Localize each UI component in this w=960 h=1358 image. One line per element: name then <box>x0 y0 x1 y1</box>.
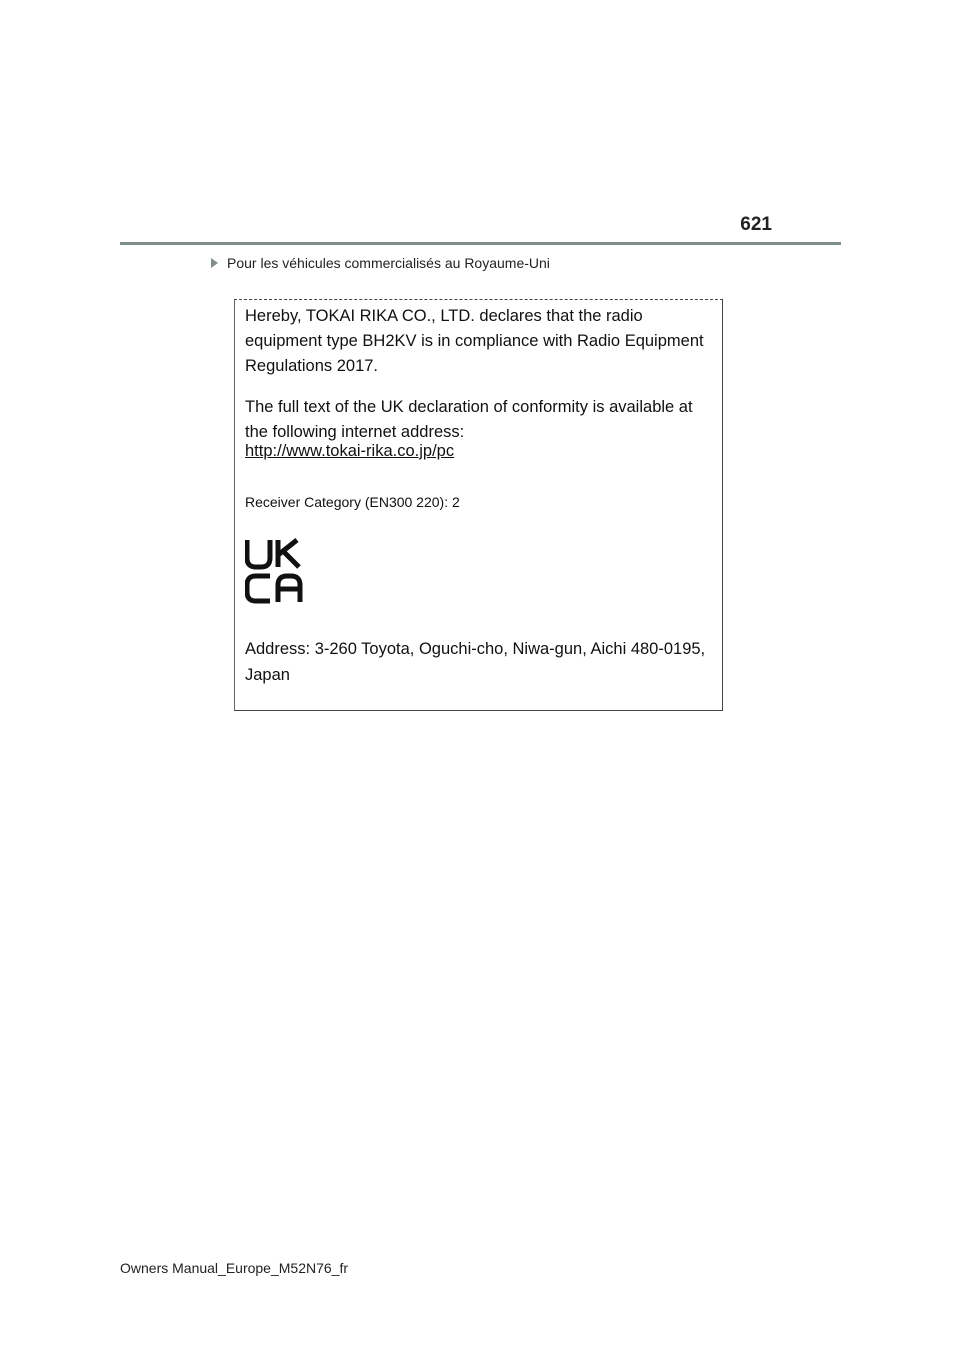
section-heading <box>211 255 550 271</box>
declaration-paragraph-2: The full text of the UK declaration of conformity is available at the following internet address: <box>245 398 693 441</box>
declaration-paragraph-1: Hereby, TOKAI RIKA CO., LTD. declares that the radio equipment type BH2KV is in compliance with Radio Equipment Regulations 2017. <box>245 307 704 375</box>
ukca-mark-icon <box>245 538 303 604</box>
header-rule <box>120 242 841 245</box>
footer-text: Owners Manual_Europe_M52N76_fr <box>120 1260 349 1276</box>
declaration-box <box>234 299 723 711</box>
receiver-category: Receiver Category (EN300 220): 2 <box>245 494 460 510</box>
triangle-bullet-icon <box>211 258 218 268</box>
declaration-url-link[interactable]: http://www.tokai-rika.co.jp/pc <box>245 442 455 460</box>
section-heading-text: Pour les véhicules commercialisés au Royaume-Uni <box>227 255 550 271</box>
page-number: 621 <box>740 214 772 235</box>
declaration-address: Address: 3-260 Toyota, Oguchi-cho, Niwa-gun, Aichi 480-0195, Japan <box>245 640 706 684</box>
